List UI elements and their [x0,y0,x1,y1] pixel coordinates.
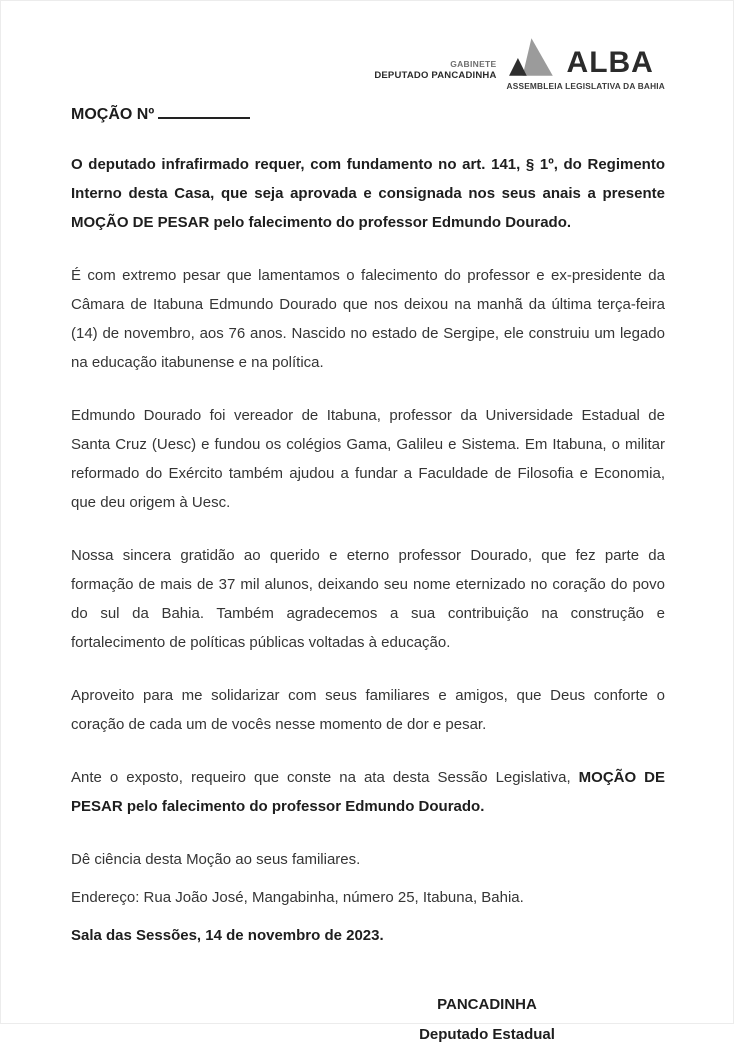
address-line: Endereço: Rua João José, Mangabinha, número 25, Itabuna, Bahia. [71,889,524,906]
alba-logo [507,36,665,91]
motion-number-blank [158,105,250,119]
paragraph-gratitude: Nossa sincera gratidão ao querido e eterno professor Dourado, que fez parte da formação de mais de 37 mil alunos, deixando seu nome eternizado no coração do povo do sul da Bahia. Também agradecemos a sua contribuição na construção e fortalecimento de políticas públicas voltadas à educação. [71,547,665,651]
alba-triangle-dark [509,58,527,76]
signature-name: PANCADINHA [437,996,537,1013]
paragraph-biography: Edmundo Dourado foi vereador de Itabuna, professor da Universidade Estadual de Santa Cruz (Uesc) e fundou os colégios Gama, Galileu e Sistema. Em Itabuna, o militar reformado do Exército também ajudou a fundar a Faculdade de Filosofia e Economia, que deu origem à Uesc. [71,407,665,511]
document-body [71,150,665,950]
paragraph-conclusion [71,763,665,821]
place-date-line: Sala das Sessões, 14 de novembro de 2023. [71,927,384,944]
notice-line: Dê ciência desta Moção ao seus familiares. [71,851,361,868]
conclusion-bold-text: MOÇÃO DE PESAR pelo falecimento do professor Edmundo Dourado. [71,769,666,815]
paragraph-request: O deputado infrafirmado requer, com fundamento no art. 141, § 1º, do Regimento Interno desta Casa, que seja aprovada e consignada nos seus anais a presente MOÇÃO DE PESAR pelo falecimento do professor Edmundo Dourado. [71,156,665,231]
signature-block [367,990,607,1050]
paragraph-lament: É com extremo pesar que lamentamos o falecimento do professor e ex-presidente da Câmara de Itabuna Edmundo Dourado que nos deixou na manhã da última terça-feira (14) de novembro, aos 76 anos. Nascido no estado de Sergipe, ele construiu um legado na educação itabunense e na política. [71,267,665,371]
alba-triangles-icon [507,36,559,78]
office-label: GABINETE [450,59,497,69]
motion-title-label: MOÇÃO Nº [71,106,155,123]
motion-title [71,105,665,124]
alba-logo-subtitle: ASSEMBLEIA LEGISLATIVA DA BAHIA [506,81,665,91]
office-block [374,58,496,91]
office-name: DEPUTADO PANCADINHA [374,70,497,81]
signature-role: Deputado Estadual [419,1026,555,1043]
alba-triangle-gray [522,38,552,75]
document-header [71,36,665,91]
alba-logo-text: ALBA [566,46,654,79]
paragraph-solidarity: Aproveito para me solidarizar com seus familiares e amigos, que Deus conforte o coração de cada um de vocês nesse momento de dor e pesar. [71,687,665,733]
conclusion-regular-text: Ante o exposto, requeiro que conste na ata desta Sessão Legislativa, [71,769,579,786]
